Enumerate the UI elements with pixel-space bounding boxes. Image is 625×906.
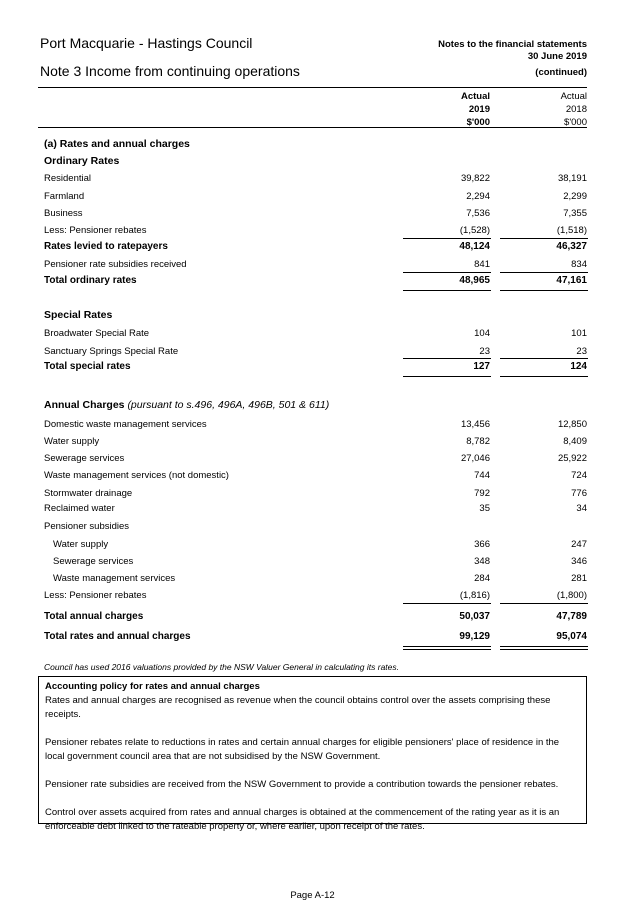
value-2018: 46,327	[556, 241, 587, 252]
ordinary-rates-heading: Ordinary Rates	[44, 155, 120, 167]
table-row-subtotal	[44, 240, 587, 254]
value-2018: 38,191	[557, 173, 587, 184]
column-2019-year: 2019	[468, 104, 490, 115]
row-label: Sewerage services	[53, 556, 134, 567]
value-2019: 23	[479, 346, 490, 357]
table-row	[44, 172, 587, 186]
row-label: Total special rates	[44, 361, 131, 372]
value-2018: 95,074	[556, 631, 587, 642]
value-2018: 776	[571, 488, 587, 499]
table-row	[44, 224, 587, 238]
value-2018: 724	[571, 470, 587, 481]
value-2019: 127	[473, 361, 490, 372]
subtotal-rule	[500, 238, 588, 239]
column-header-rule	[38, 127, 587, 128]
row-label: Water supply	[53, 539, 109, 550]
value-2019: 2,294	[466, 191, 490, 202]
note-title: Note 3 Income from continuing operations	[40, 63, 300, 79]
policy-paragraph: Control over assets acquired from rates and annual charges is obtained at the commencement of the rating year as it is an enforceable debt linked to the rateable property or, where earlier, upon receipt of the rates.	[45, 807, 560, 832]
row-label: Sanctuary Springs Special Rate	[44, 346, 179, 357]
column-2018-year: 2018	[565, 104, 587, 115]
row-label: Stormwater drainage	[44, 488, 133, 499]
table-row	[44, 258, 587, 272]
annual-charges-title: Annual Charges	[44, 399, 125, 411]
value-2018: 8,409	[563, 436, 587, 447]
row-label: Broadwater Special Rate	[44, 328, 150, 339]
value-2018: 47,161	[556, 275, 587, 286]
value-2018: 34	[576, 503, 587, 514]
value-2018: 25,922	[557, 453, 587, 464]
row-label: Less: Pensioner rebates	[44, 590, 147, 601]
header-rule	[38, 87, 587, 88]
row-label: Reclaimed water	[44, 503, 115, 514]
table-row	[44, 538, 587, 552]
table-row	[44, 589, 587, 603]
value-2019: 8,782	[466, 436, 490, 447]
continued-label: (continued)	[535, 67, 587, 78]
table-row	[44, 327, 587, 341]
value-2019: 48,965	[459, 275, 490, 286]
table-row	[44, 435, 587, 449]
value-2019: 27,046	[460, 453, 490, 464]
row-label: Pensioner rate subsidies received	[44, 259, 187, 270]
value-2018: 2,299	[563, 191, 587, 202]
row-label: Total ordinary rates	[44, 275, 137, 286]
column-2019-header	[461, 90, 490, 129]
value-2019: 841	[474, 259, 490, 270]
value-2019: 744	[474, 470, 490, 481]
value-2018: 346	[571, 556, 587, 567]
total-rule	[403, 272, 491, 273]
row-label: Farmland	[44, 191, 85, 202]
value-2019: 39,822	[460, 173, 490, 184]
row-label: Waste management services	[53, 573, 176, 584]
table-row	[44, 555, 587, 569]
double-underline	[500, 649, 588, 650]
table-row	[44, 487, 587, 501]
policy-paragraph: Pensioner rate subsidies are received from the NSW Government to provide a contribution towards the pensioner rebates.	[45, 779, 559, 790]
row-label: Business	[44, 208, 83, 219]
council-name: Port Macquarie - Hastings Council	[40, 35, 253, 51]
value-2018: 47,789	[556, 611, 587, 622]
value-2019: (1,816)	[459, 590, 490, 601]
period-date: 30 June 2019	[527, 51, 587, 62]
value-2018: 12,850	[557, 419, 587, 430]
table-row	[44, 190, 587, 204]
table-row	[44, 502, 587, 516]
total-underline	[403, 290, 491, 291]
value-2019: 284	[474, 573, 490, 584]
value-2019: 35	[479, 503, 490, 514]
table-row	[44, 452, 587, 466]
table-row-total	[44, 360, 587, 374]
row-label: Total rates and annual charges	[44, 631, 191, 642]
table-row	[44, 469, 587, 483]
value-2018: (1,518)	[556, 225, 587, 236]
page-number: Page A-12	[290, 890, 335, 901]
policy-paragraph: Pensioner rebates relate to reductions in rates and certain annual charges for eligible pensioners' place of residence in the local government council area that are not subsidised by the NSW Government.	[45, 737, 560, 762]
double-underline	[403, 649, 491, 650]
total-underline	[403, 376, 491, 377]
column-2018-line1: Actual	[560, 91, 587, 102]
value-2018: 23	[576, 346, 587, 357]
total-rule	[500, 603, 588, 604]
table-row	[44, 418, 587, 432]
table-row	[44, 572, 587, 586]
policy-paragraph: Rates and annual charges are recognised as revenue when the council obtains control over the assets comprising these receipts.	[45, 695, 551, 720]
table-row-total	[44, 274, 587, 288]
column-2019-line1: Actual	[460, 91, 490, 102]
total-rule	[403, 603, 491, 604]
row-label: Water supply	[44, 436, 100, 447]
value-2019: 99,129	[459, 631, 490, 642]
row-label: Less: Pensioner rebates	[44, 225, 147, 236]
table-row-total	[44, 610, 587, 624]
column-2018-header	[561, 90, 587, 129]
row-label: Waste management services (not domestic)	[44, 470, 229, 481]
value-2019: 366	[474, 539, 490, 550]
policy-title: Accounting policy for rates and annual charges	[45, 681, 260, 692]
table-row	[44, 345, 587, 359]
double-underline	[403, 646, 491, 647]
total-underline	[500, 376, 588, 377]
special-rates-heading: Special Rates	[44, 309, 113, 321]
row-label: Total annual charges	[44, 611, 144, 622]
accounting-policy-box	[38, 676, 587, 832]
total-rule	[500, 272, 588, 273]
double-underline	[500, 646, 588, 647]
value-2018: 124	[570, 361, 587, 372]
value-2018: 247	[571, 539, 587, 550]
table-row-grand-total	[44, 630, 587, 644]
value-2019: 104	[474, 328, 490, 339]
value-2019: 50,037	[459, 611, 490, 622]
total-underline	[500, 290, 588, 291]
value-2018: (1,800)	[556, 590, 587, 601]
value-2019: 48,124	[459, 241, 490, 252]
value-2018: 834	[571, 259, 587, 270]
row-label: Domestic waste management services	[44, 419, 207, 430]
total-rule	[500, 358, 588, 359]
value-2019: 7,536	[466, 208, 490, 219]
section-a-heading: (a) Rates and annual charges	[44, 138, 190, 150]
column-2018-unit: $'000	[564, 117, 587, 128]
row-label: Sewerage services	[44, 453, 125, 464]
column-2019-unit: $'000	[466, 117, 490, 128]
annual-charges-heading	[44, 399, 329, 411]
value-2018: 7,355	[563, 208, 587, 219]
value-2018: 101	[571, 328, 587, 339]
value-2019: 792	[474, 488, 490, 499]
valuation-note: Council has used 2016 valuations provided by the NSW Valuer General in calculating its rates.	[44, 662, 399, 672]
total-rule	[403, 358, 491, 359]
row-label: Rates levied to ratepayers	[44, 241, 168, 252]
value-2019: 348	[474, 556, 490, 567]
value-2019: 13,456	[460, 419, 490, 430]
notes-header: Notes to the financial statements	[438, 39, 587, 50]
row-label: Residential	[44, 173, 91, 184]
annual-charges-pursuant: (pursuant to s.496, 496A, 496B, 501 & 611)	[127, 399, 330, 411]
table-row	[44, 207, 587, 221]
subtotal-rule	[403, 238, 491, 239]
pensioner-subsidies-heading	[44, 520, 587, 534]
row-label: Pensioner subsidies	[44, 521, 130, 532]
value-2019: (1,528)	[459, 225, 490, 236]
value-2018: 281	[571, 573, 587, 584]
